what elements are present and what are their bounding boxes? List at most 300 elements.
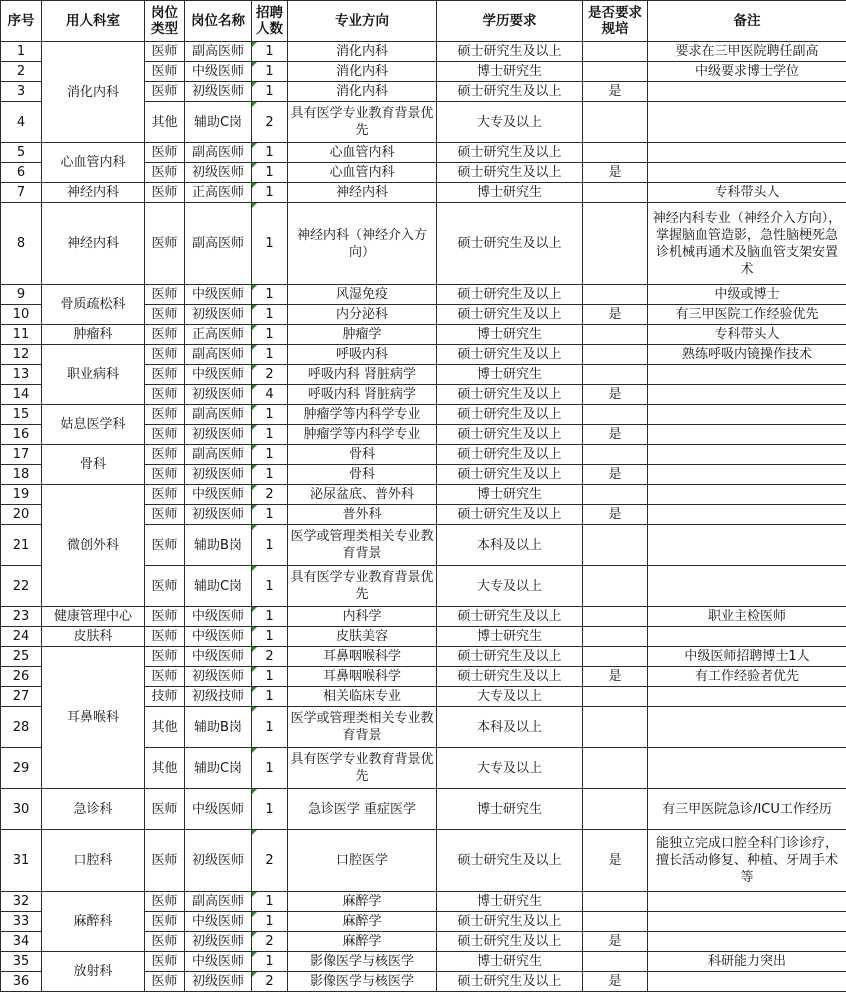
department-cell: 神经内科 — [42, 203, 145, 285]
major-cell: 具有医学专业教育背景优先 — [288, 748, 437, 789]
education-cell: 硕士研究生及以上 — [437, 647, 583, 667]
training-required-cell — [583, 62, 648, 82]
training-required-cell: 是 — [583, 82, 648, 102]
post-type-cell: 医师 — [145, 42, 185, 62]
post-title-cell: 初级技师 — [185, 687, 252, 707]
post-type-cell: 医师 — [145, 952, 185, 972]
post-title-cell: 副高医师 — [185, 892, 252, 912]
department-cell: 神经内科 — [42, 183, 145, 203]
training-required-cell: 是 — [583, 465, 648, 485]
headcount-cell: 1 — [252, 325, 288, 345]
remarks-cell — [648, 707, 846, 748]
education-cell: 博士研究生 — [437, 365, 583, 385]
remarks-cell: 职业主检医师 — [648, 607, 846, 627]
headcount-cell: 1 — [252, 425, 288, 445]
department-cell: 心血管内科 — [42, 143, 145, 183]
major-cell: 口腔医学 — [288, 830, 437, 892]
remarks-cell — [648, 163, 846, 183]
row-number-cell: 14 — [1, 385, 42, 405]
row-number-cell: 35 — [1, 952, 42, 972]
post-type-cell: 医师 — [145, 425, 185, 445]
headcount-cell: 1 — [252, 143, 288, 163]
remarks-cell: 有工作经验者优先 — [648, 667, 846, 687]
education-cell: 博士研究生 — [437, 183, 583, 203]
row-number-cell: 6 — [1, 163, 42, 183]
major-cell: 影像医学与核医学 — [288, 972, 437, 992]
headcount-cell: 2 — [252, 932, 288, 952]
major-cell: 麻醉学 — [288, 932, 437, 952]
post-type-cell: 医师 — [145, 830, 185, 892]
education-cell: 大专及以上 — [437, 102, 583, 143]
row-number-cell: 9 — [1, 285, 42, 305]
post-type-cell: 医师 — [145, 912, 185, 932]
major-cell: 耳鼻咽喉科学 — [288, 667, 437, 687]
education-cell: 硕士研究生及以上 — [437, 305, 583, 325]
post-type-cell: 医师 — [145, 62, 185, 82]
department-cell: 姑息医学科 — [42, 405, 145, 445]
row-number-cell: 13 — [1, 365, 42, 385]
training-required-cell — [583, 42, 648, 62]
post-title-cell: 辅助C岗 — [185, 566, 252, 607]
row-number-cell: 25 — [1, 647, 42, 667]
training-required-cell — [583, 627, 648, 647]
post-type-cell: 医师 — [145, 892, 185, 912]
major-cell: 麻醉学 — [288, 892, 437, 912]
row-number-cell: 21 — [1, 525, 42, 566]
education-cell: 博士研究生 — [437, 485, 583, 505]
major-cell: 呼吸内科 肾脏病学 — [288, 385, 437, 405]
headcount-cell: 1 — [252, 285, 288, 305]
remarks-cell — [648, 892, 846, 912]
major-cell: 呼吸内科 肾脏病学 — [288, 365, 437, 385]
row-number-cell: 8 — [1, 203, 42, 285]
remarks-cell — [648, 82, 846, 102]
major-cell: 急诊医学 重症医学 — [288, 789, 437, 830]
headcount-cell: 1 — [252, 892, 288, 912]
headcount-cell: 1 — [252, 445, 288, 465]
post-type-cell: 医师 — [145, 789, 185, 830]
training-required-cell: 是 — [583, 425, 648, 445]
headcount-cell: 1 — [252, 203, 288, 285]
major-cell: 耳鼻咽喉科学 — [288, 647, 437, 667]
remarks-cell: 中级要求博士学位 — [648, 62, 846, 82]
remarks-cell: 能独立完成口腔全科门诊诊疗，擅长活动修复、种植、牙周手术等 — [648, 830, 846, 892]
headcount-cell: 1 — [252, 82, 288, 102]
department-cell: 皮肤科 — [42, 627, 145, 647]
education-cell: 大专及以上 — [437, 748, 583, 789]
education-cell: 硕士研究生及以上 — [437, 425, 583, 445]
remarks-cell — [648, 525, 846, 566]
major-cell: 影像医学与核医学 — [288, 952, 437, 972]
row-number-cell: 2 — [1, 62, 42, 82]
headcount-cell: 1 — [252, 912, 288, 932]
remarks-cell — [648, 566, 846, 607]
education-cell: 博士研究生 — [437, 952, 583, 972]
major-cell: 具有医学专业教育背景优先 — [288, 566, 437, 607]
row-number-cell: 3 — [1, 82, 42, 102]
row-number-cell: 7 — [1, 183, 42, 203]
post-type-cell: 医师 — [145, 143, 185, 163]
training-required-cell — [583, 365, 648, 385]
remarks-cell: 有三甲医院急诊/ICU工作经历 — [648, 789, 846, 830]
header-cell: 学历要求 — [437, 1, 583, 42]
headcount-cell: 1 — [252, 42, 288, 62]
post-title-cell: 副高医师 — [185, 345, 252, 365]
remarks-cell — [648, 932, 846, 952]
education-cell: 本科及以上 — [437, 707, 583, 748]
post-type-cell: 医师 — [145, 607, 185, 627]
department-cell: 肿瘤科 — [42, 325, 145, 345]
post-title-cell: 正高医师 — [185, 325, 252, 345]
education-cell: 硕士研究生及以上 — [437, 465, 583, 485]
headcount-cell: 1 — [252, 62, 288, 82]
headcount-cell: 1 — [252, 667, 288, 687]
post-title-cell: 中级医师 — [185, 789, 252, 830]
education-cell: 硕士研究生及以上 — [437, 285, 583, 305]
major-cell: 消化内科 — [288, 82, 437, 102]
post-title-cell: 副高医师 — [185, 203, 252, 285]
header-row — [1, 1, 846, 42]
education-cell: 大专及以上 — [437, 566, 583, 607]
post-type-cell: 医师 — [145, 345, 185, 365]
post-title-cell: 辅助C岗 — [185, 748, 252, 789]
training-required-cell — [583, 445, 648, 465]
headcount-cell: 1 — [252, 627, 288, 647]
major-cell: 神经内科（神经介入方向） — [288, 203, 437, 285]
major-cell: 肿瘤学 — [288, 325, 437, 345]
row-number-cell: 1 — [1, 42, 42, 62]
row-number-cell: 11 — [1, 325, 42, 345]
education-cell: 硕士研究生及以上 — [437, 607, 583, 627]
table-row — [1, 203, 846, 285]
row-number-cell: 18 — [1, 465, 42, 485]
post-title-cell: 初级医师 — [185, 465, 252, 485]
training-required-cell — [583, 748, 648, 789]
headcount-cell: 1 — [252, 305, 288, 325]
row-number-cell: 5 — [1, 143, 42, 163]
header-cell: 用人科室 — [42, 1, 145, 42]
post-type-cell: 其他 — [145, 707, 185, 748]
row-number-cell: 36 — [1, 972, 42, 992]
table-row — [1, 183, 846, 203]
post-title-cell: 初级医师 — [185, 830, 252, 892]
headcount-cell: 2 — [252, 485, 288, 505]
major-cell: 消化内科 — [288, 42, 437, 62]
headcount-cell: 4 — [252, 385, 288, 405]
row-number-cell: 16 — [1, 425, 42, 445]
remarks-cell — [648, 385, 846, 405]
post-title-cell: 初级医师 — [185, 385, 252, 405]
header-cell: 专业方向 — [288, 1, 437, 42]
remarks-cell: 专科带头人 — [648, 183, 846, 203]
training-required-cell — [583, 485, 648, 505]
education-cell: 硕士研究生及以上 — [437, 972, 583, 992]
post-type-cell: 医师 — [145, 405, 185, 425]
table-row — [1, 892, 846, 912]
major-cell: 骨科 — [288, 465, 437, 485]
row-number-cell: 12 — [1, 345, 42, 365]
header-cell: 招聘人数 — [252, 1, 288, 42]
training-required-cell: 是 — [583, 972, 648, 992]
major-cell: 普外科 — [288, 505, 437, 525]
post-type-cell: 医师 — [145, 385, 185, 405]
post-title-cell: 初级医师 — [185, 932, 252, 952]
header-cell: 岗位类型 — [145, 1, 185, 42]
table-row — [1, 325, 846, 345]
headcount-cell: 2 — [252, 647, 288, 667]
remarks-cell — [648, 465, 846, 485]
headcount-cell: 1 — [252, 566, 288, 607]
major-cell: 麻醉学 — [288, 912, 437, 932]
post-type-cell: 医师 — [145, 465, 185, 485]
department-cell: 急诊科 — [42, 789, 145, 830]
major-cell: 相关临床专业 — [288, 687, 437, 707]
training-required-cell — [583, 912, 648, 932]
post-type-cell: 医师 — [145, 647, 185, 667]
row-number-cell: 34 — [1, 932, 42, 952]
training-required-cell — [583, 647, 648, 667]
remarks-cell: 专科带头人 — [648, 325, 846, 345]
department-cell: 微创外科 — [42, 485, 145, 607]
headcount-cell: 1 — [252, 525, 288, 566]
education-cell: 硕士研究生及以上 — [437, 163, 583, 183]
post-type-cell: 其他 — [145, 748, 185, 789]
major-cell: 心血管内科 — [288, 143, 437, 163]
post-type-cell: 医师 — [145, 972, 185, 992]
education-cell: 博士研究生 — [437, 62, 583, 82]
education-cell: 博士研究生 — [437, 325, 583, 345]
post-title-cell: 中级医师 — [185, 62, 252, 82]
remarks-cell: 神经内科专业（神经介入方向），掌握脑血管造影，急性脑梗死急诊机械再通术及脑血管支架安置术 — [648, 203, 846, 285]
department-cell: 麻醉科 — [42, 892, 145, 952]
post-title-cell: 正高医师 — [185, 183, 252, 203]
post-type-cell: 医师 — [145, 82, 185, 102]
department-cell: 消化内科 — [42, 42, 145, 143]
remarks-cell — [648, 627, 846, 647]
post-type-cell: 医师 — [145, 285, 185, 305]
headcount-cell: 1 — [252, 748, 288, 789]
post-type-cell: 医师 — [145, 932, 185, 952]
post-title-cell: 中级医师 — [185, 485, 252, 505]
training-required-cell — [583, 952, 648, 972]
department-cell: 口腔科 — [42, 830, 145, 892]
training-required-cell — [583, 607, 648, 627]
post-title-cell: 副高医师 — [185, 42, 252, 62]
department-cell: 放射科 — [42, 952, 145, 992]
post-type-cell: 医师 — [145, 183, 185, 203]
major-cell: 皮肤美容 — [288, 627, 437, 647]
post-title-cell: 初级医师 — [185, 163, 252, 183]
department-cell: 健康管理中心 — [42, 607, 145, 627]
post-title-cell: 初级医师 — [185, 505, 252, 525]
remarks-cell: 熟练呼吸内镜操作技术 — [648, 345, 846, 365]
table-row — [1, 627, 846, 647]
post-title-cell: 辅助B岗 — [185, 707, 252, 748]
table-row — [1, 952, 846, 972]
row-number-cell: 23 — [1, 607, 42, 627]
post-title-cell: 中级医师 — [185, 647, 252, 667]
remarks-cell — [648, 405, 846, 425]
remarks-cell: 中级医师招聘博士1人 — [648, 647, 846, 667]
training-required-cell: 是 — [583, 163, 648, 183]
post-type-cell: 技师 — [145, 687, 185, 707]
row-number-cell: 22 — [1, 566, 42, 607]
headcount-cell: 1 — [252, 789, 288, 830]
remarks-cell — [648, 912, 846, 932]
table-row — [1, 830, 846, 892]
row-number-cell: 15 — [1, 405, 42, 425]
education-cell: 本科及以上 — [437, 525, 583, 566]
education-cell: 硕士研究生及以上 — [437, 385, 583, 405]
remarks-cell — [648, 485, 846, 505]
major-cell: 具有医学专业教育背景优先 — [288, 102, 437, 143]
remarks-cell — [648, 505, 846, 525]
major-cell: 肿瘤学等内科学专业 — [288, 425, 437, 445]
education-cell: 硕士研究生及以上 — [437, 912, 583, 932]
row-number-cell: 24 — [1, 627, 42, 647]
training-required-cell — [583, 789, 648, 830]
post-type-cell: 医师 — [145, 525, 185, 566]
table-row — [1, 485, 846, 505]
major-cell: 医学或管理类相关专业教育背景 — [288, 707, 437, 748]
headcount-cell: 1 — [252, 405, 288, 425]
education-cell: 博士研究生 — [437, 627, 583, 647]
education-cell: 硕士研究生及以上 — [437, 932, 583, 952]
post-title-cell: 中级医师 — [185, 365, 252, 385]
post-title-cell: 初级医师 — [185, 667, 252, 687]
row-number-cell: 29 — [1, 748, 42, 789]
education-cell: 硕士研究生及以上 — [437, 405, 583, 425]
row-number-cell: 17 — [1, 445, 42, 465]
remarks-cell — [648, 102, 846, 143]
header-cell: 序号 — [1, 1, 42, 42]
headcount-cell: 1 — [252, 465, 288, 485]
headcount-cell: 1 — [252, 607, 288, 627]
education-cell: 硕士研究生及以上 — [437, 203, 583, 285]
major-cell: 消化内科 — [288, 62, 437, 82]
training-required-cell: 是 — [583, 385, 648, 405]
header-cell: 岗位名称 — [185, 1, 252, 42]
remarks-cell: 有三甲医院工作经验优先 — [648, 305, 846, 325]
row-number-cell: 27 — [1, 687, 42, 707]
education-cell: 大专及以上 — [437, 687, 583, 707]
post-title-cell: 初级医师 — [185, 305, 252, 325]
headcount-cell: 1 — [252, 183, 288, 203]
table-row — [1, 405, 846, 425]
training-required-cell: 是 — [583, 667, 648, 687]
headcount-cell: 1 — [252, 687, 288, 707]
training-required-cell — [583, 525, 648, 566]
education-cell: 硕士研究生及以上 — [437, 82, 583, 102]
major-cell: 骨科 — [288, 445, 437, 465]
remarks-cell — [648, 748, 846, 789]
headcount-cell: 1 — [252, 505, 288, 525]
major-cell: 内科学 — [288, 607, 437, 627]
post-title-cell: 副高医师 — [185, 445, 252, 465]
training-required-cell: 是 — [583, 830, 648, 892]
education-cell: 硕士研究生及以上 — [437, 505, 583, 525]
training-required-cell — [583, 285, 648, 305]
post-title-cell: 中级医师 — [185, 952, 252, 972]
post-title-cell: 中级医师 — [185, 912, 252, 932]
major-cell: 泌尿盆底、普外科 — [288, 485, 437, 505]
headcount-cell: 1 — [252, 163, 288, 183]
table-row — [1, 445, 846, 465]
major-cell: 风湿免疫 — [288, 285, 437, 305]
post-title-cell: 副高医师 — [185, 143, 252, 163]
training-required-cell: 是 — [583, 505, 648, 525]
table-row — [1, 607, 846, 627]
training-required-cell — [583, 566, 648, 607]
row-number-cell: 30 — [1, 789, 42, 830]
headcount-cell: 1 — [252, 345, 288, 365]
post-title-cell: 中级医师 — [185, 285, 252, 305]
headcount-cell: 1 — [252, 707, 288, 748]
headcount-cell: 1 — [252, 952, 288, 972]
row-number-cell: 19 — [1, 485, 42, 505]
post-title-cell: 中级医师 — [185, 607, 252, 627]
training-required-cell — [583, 707, 648, 748]
training-required-cell — [583, 102, 648, 143]
major-cell: 心血管内科 — [288, 163, 437, 183]
post-type-cell: 其他 — [145, 102, 185, 143]
training-required-cell — [583, 183, 648, 203]
education-cell: 硕士研究生及以上 — [437, 345, 583, 365]
department-cell: 骨质疏松科 — [42, 285, 145, 325]
training-required-cell — [583, 203, 648, 285]
remarks-cell: 科研能力突出 — [648, 952, 846, 972]
table-row — [1, 345, 846, 365]
post-type-cell: 医师 — [145, 305, 185, 325]
table-row — [1, 143, 846, 163]
training-required-cell — [583, 687, 648, 707]
post-title-cell: 辅助B岗 — [185, 525, 252, 566]
training-required-cell — [583, 325, 648, 345]
post-type-cell: 医师 — [145, 485, 185, 505]
post-type-cell: 医师 — [145, 203, 185, 285]
header-cell: 备注 — [648, 1, 846, 42]
remarks-cell — [648, 972, 846, 992]
table-row — [1, 789, 846, 830]
post-title-cell: 初级医师 — [185, 972, 252, 992]
row-number-cell: 33 — [1, 912, 42, 932]
education-cell: 博士研究生 — [437, 892, 583, 912]
row-number-cell: 28 — [1, 707, 42, 748]
headcount-cell: 2 — [252, 830, 288, 892]
row-number-cell: 31 — [1, 830, 42, 892]
headcount-cell: 2 — [252, 365, 288, 385]
major-cell: 肿瘤学等内科学专业 — [288, 405, 437, 425]
training-required-cell — [583, 345, 648, 365]
training-required-cell: 是 — [583, 932, 648, 952]
major-cell: 医学或管理类相关专业教育背景 — [288, 525, 437, 566]
education-cell: 硕士研究生及以上 — [437, 445, 583, 465]
education-cell: 硕士研究生及以上 — [437, 143, 583, 163]
post-type-cell: 医师 — [145, 365, 185, 385]
row-number-cell: 20 — [1, 505, 42, 525]
header-cell: 是否要求规培 — [583, 1, 648, 42]
post-title-cell: 副高医师 — [185, 405, 252, 425]
department-cell: 骨科 — [42, 445, 145, 485]
training-required-cell — [583, 892, 648, 912]
post-title-cell: 中级医师 — [185, 627, 252, 647]
major-cell: 呼吸内科 — [288, 345, 437, 365]
headcount-cell: 2 — [252, 972, 288, 992]
row-number-cell: 10 — [1, 305, 42, 325]
major-cell: 神经内科 — [288, 183, 437, 203]
post-type-cell: 医师 — [145, 627, 185, 647]
table-row — [1, 285, 846, 305]
